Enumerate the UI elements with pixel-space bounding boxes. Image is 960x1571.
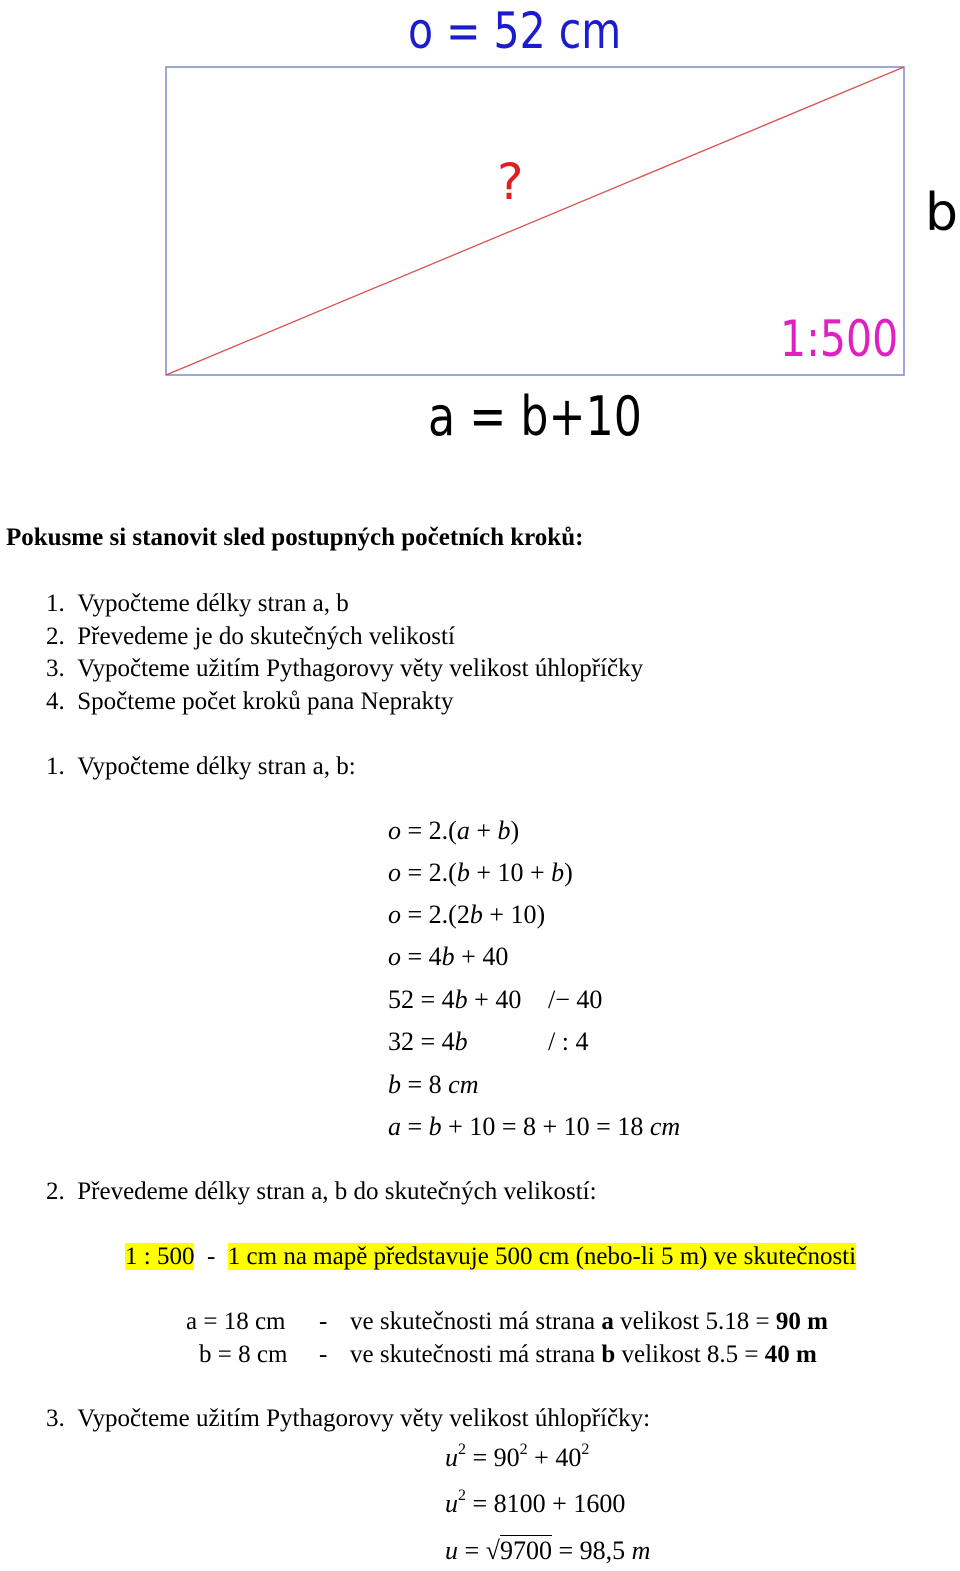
list-number: 3. — [46, 655, 65, 682]
dash: - — [206, 1243, 216, 1270]
equation-1: o = 2.(a + b) — [388, 816, 520, 845]
section2-title — [46, 1178, 597, 1206]
question-mark: ? — [497, 153, 524, 211]
list-text: Převedeme je do skutečných velikostí — [77, 623, 455, 650]
conversion-text: ve skutečnosti má strana a velikost 5.18 = 90 m — [350, 1308, 828, 1335]
list-text: Spočteme počet kroků pana Neprakty — [77, 688, 454, 715]
section-number: 1. — [46, 753, 65, 780]
pythagoras-3: u = √9700 = 98,5 m — [445, 1536, 651, 1565]
equation-7: b = 8 cm — [388, 1070, 479, 1099]
equation-6-op: / : 4 — [548, 1027, 589, 1056]
equation-5-op: /− 40 — [548, 985, 603, 1014]
equation-6: 32 = 4b — [388, 1027, 468, 1056]
conversion-text: ve skutečnosti má strana b velikost 8.5 = 40 m — [350, 1341, 817, 1368]
side-b-label: b — [925, 183, 959, 243]
list-text: Vypočteme délky stran a, b — [77, 590, 349, 617]
side-a-label: a = b+10 — [428, 385, 642, 448]
sqrt-icon: √ — [485, 1536, 500, 1565]
scale-explanation — [125, 1243, 856, 1271]
conversion-dash: - — [319, 1341, 328, 1368]
equation-2: o = 2.(b + 10 + b) — [388, 858, 573, 887]
list-text: Vypočteme užitím Pythagorovy věty velikost úhlopříčky — [77, 655, 644, 682]
list-item — [46, 623, 455, 651]
list-item — [46, 590, 349, 618]
steps-heading: Pokusme si stanovit sled postupných početních kroků: — [6, 524, 584, 551]
scale-label: 1:500 — [780, 310, 899, 368]
equation-3: o = 2.(2b + 10) — [388, 900, 546, 929]
section1-title — [46, 753, 356, 781]
equation-5: 52 = 4b + 40 — [388, 985, 522, 1014]
section-number: 2. — [46, 1178, 65, 1205]
section3-title — [46, 1405, 650, 1433]
section-title: Vypočteme užitím Pythagorovy věty velikost úhlopříčky: — [77, 1405, 651, 1432]
conversion-left: a = 18 cm — [186, 1308, 286, 1335]
perimeter-label: o = 52 cm — [408, 2, 622, 60]
scale-ratio: 1 : 500 — [125, 1243, 195, 1270]
equation-4: o = 4b + 40 — [388, 942, 509, 971]
section-title: Převedeme délky stran a, b do skutečných velikostí: — [77, 1178, 597, 1205]
pythagoras-2: $u^2 = 8100 + 1600$ — [445, 1487, 626, 1518]
pythagoras-1: $u^2 = 90^2 + 40^2$ — [445, 1441, 590, 1472]
equation-8: a = b + 10 = 8 + 10 = 18 cm — [388, 1112, 681, 1141]
section-title: Vypočteme délky stran a, b: — [77, 753, 356, 780]
list-item — [46, 655, 643, 683]
list-number: 4. — [46, 688, 65, 715]
list-number: 2. — [46, 623, 65, 650]
section-number: 3. — [46, 1405, 65, 1432]
list-number: 1. — [46, 590, 65, 617]
list-item — [46, 688, 454, 716]
conversion-left: b = 8 cm — [199, 1341, 288, 1368]
conversion-dash: - — [319, 1308, 328, 1335]
scale-text: 1 cm na mapě představuje 500 cm (nebo-li 5 m) ve skutečnosti — [227, 1243, 857, 1270]
